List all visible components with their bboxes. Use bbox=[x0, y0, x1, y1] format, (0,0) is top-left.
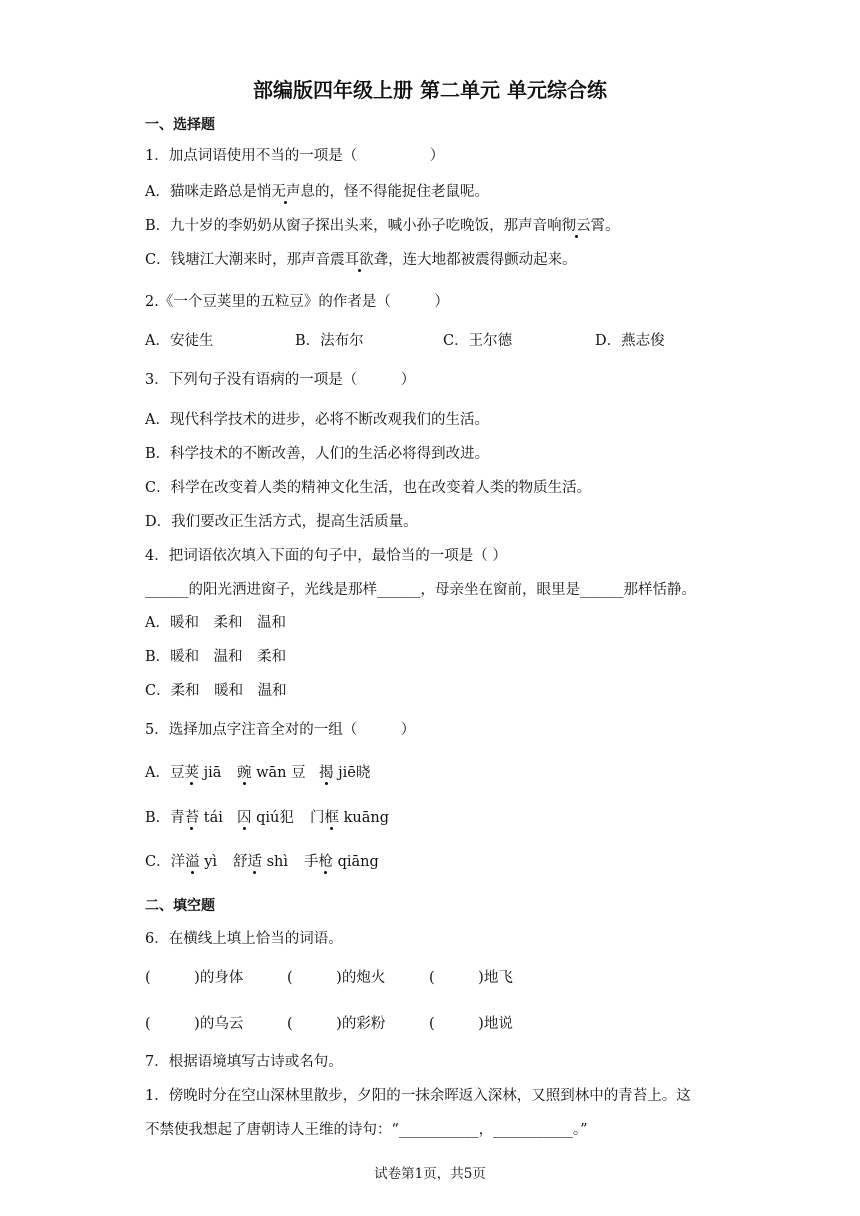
q4-option-c: C．柔和 暖和 温和 bbox=[145, 683, 287, 699]
q5-b-item-2: 囚 qiú犯 bbox=[237, 810, 294, 826]
q5-stem: 5．选择加点字注音全对的一组（ ） bbox=[145, 722, 416, 738]
q1-option-c bbox=[145, 250, 577, 270]
q3-option-b: B．科学技术的不断改善，人们的生活必将得到改进。 bbox=[145, 446, 490, 462]
q1-b-text-end: 。 bbox=[605, 218, 620, 234]
q3-option-c: C．科学在改变着人类的精神文化生活，也在改变着人类的物质生活。 bbox=[145, 480, 592, 496]
q5-a-item-2: 豌 wān 豆 bbox=[237, 765, 306, 781]
q5-c-item-3: 手枪 qiāng bbox=[304, 854, 379, 870]
q2-option-d: D．燕志俊 bbox=[595, 333, 665, 349]
q6-blank-4: ( )的乌云 bbox=[145, 1016, 244, 1032]
q5-c-item-2: 舒适 shì bbox=[233, 854, 289, 870]
q4-option-b: B．暖和 温和 柔和 bbox=[145, 649, 287, 665]
q1-c-dotted-word: 震耳欲聋 bbox=[330, 252, 389, 268]
q6-blank-5: ( )的彩粉 bbox=[287, 1016, 386, 1032]
q1-option-a bbox=[145, 182, 489, 202]
q1-stem: 1．加点词语使用不当的一项是（ ） bbox=[145, 148, 445, 164]
q2-option-b: B．法布尔 bbox=[295, 333, 364, 349]
q5-b-item-3: 门框 kuāng bbox=[310, 810, 389, 826]
q6-blank-2: ( )的炮火 bbox=[287, 970, 386, 986]
q7-stem: 7．根据语境填写古诗或名句。 bbox=[145, 1054, 343, 1070]
q1-option-b bbox=[145, 216, 620, 236]
q1-a-text: A．猫咪走路总是 bbox=[145, 184, 257, 200]
page-footer: 试卷第1页，共5页 bbox=[374, 1166, 486, 1182]
q4-option-a: A．暖和 柔和 温和 bbox=[145, 615, 286, 631]
q7-passage-line-1: 1．傍晚时分在空山深林里散步，夕阳的一抹余晖返入深林，又照到林中的青苔上。这 bbox=[145, 1088, 691, 1104]
q3-option-d: D．我们要改正生活方式，提高生活质量。 bbox=[145, 514, 418, 530]
q6-blank-6: ( )地说 bbox=[429, 1016, 513, 1032]
q6-blank-3: ( )地飞 bbox=[429, 970, 513, 986]
section-fill-heading: 二、填空题 bbox=[145, 898, 215, 914]
q2-option-c: C．王尔德 bbox=[443, 333, 513, 349]
q4-sentence: ______的阳光洒进窗子，光线是那样______，母亲坐在窗前，眼里是______那样恬静。 bbox=[145, 582, 696, 598]
section-choice-heading: 一、选择题 bbox=[145, 117, 215, 133]
q3-option-a: A．现代科学技术的进步，必将不断改观我们的生活。 bbox=[145, 412, 489, 428]
q1-c-text-end: ，连大地都被震得颤动起来。 bbox=[388, 252, 577, 268]
q5-a-item-1: A．豆荚 jiā bbox=[145, 765, 222, 781]
q1-b-dotted-word: 响彻云霄 bbox=[547, 218, 606, 234]
q6-blank-1: ( )的身体 bbox=[145, 970, 244, 986]
q4-stem: 4．把词语依次填入下面的句子中，最恰当的一项是（ ） bbox=[145, 548, 507, 564]
q2-stem: 2.《一个豆荚里的五粒豆》的作者是（ ） bbox=[145, 294, 449, 310]
q6-stem: 6．在横线上填上恰当的词语。 bbox=[145, 931, 343, 947]
q2-option-a: A．安徒生 bbox=[145, 333, 214, 349]
q1-c-text: C．钱塘江大潮来时，那声音 bbox=[145, 252, 331, 268]
q5-b-item-1: B．青苔 tái bbox=[145, 810, 223, 826]
q1-a-text-end: 的，怪不得能捉住老鼠呢。 bbox=[314, 184, 489, 200]
q1-b-text: B．九十岁的李奶奶从窗子探出头来，喊小孙子吃晚饭，那声音 bbox=[145, 218, 548, 234]
q5-a-item-3: 揭 jiē晓 bbox=[319, 765, 371, 781]
q1-a-dotted-word: 悄无声息 bbox=[256, 184, 315, 200]
q7-passage-line-2: 不禁使我想起了唐朝诗人王维的诗句：“___________，___________。” bbox=[145, 1122, 588, 1138]
q5-c-item-1: C．洋溢 yì bbox=[145, 854, 218, 870]
page-title: 部编版四年级上册 第二单元 单元综合练 bbox=[253, 78, 607, 102]
q3-stem: 3．下列句子没有语病的一项是（ ） bbox=[145, 372, 416, 388]
